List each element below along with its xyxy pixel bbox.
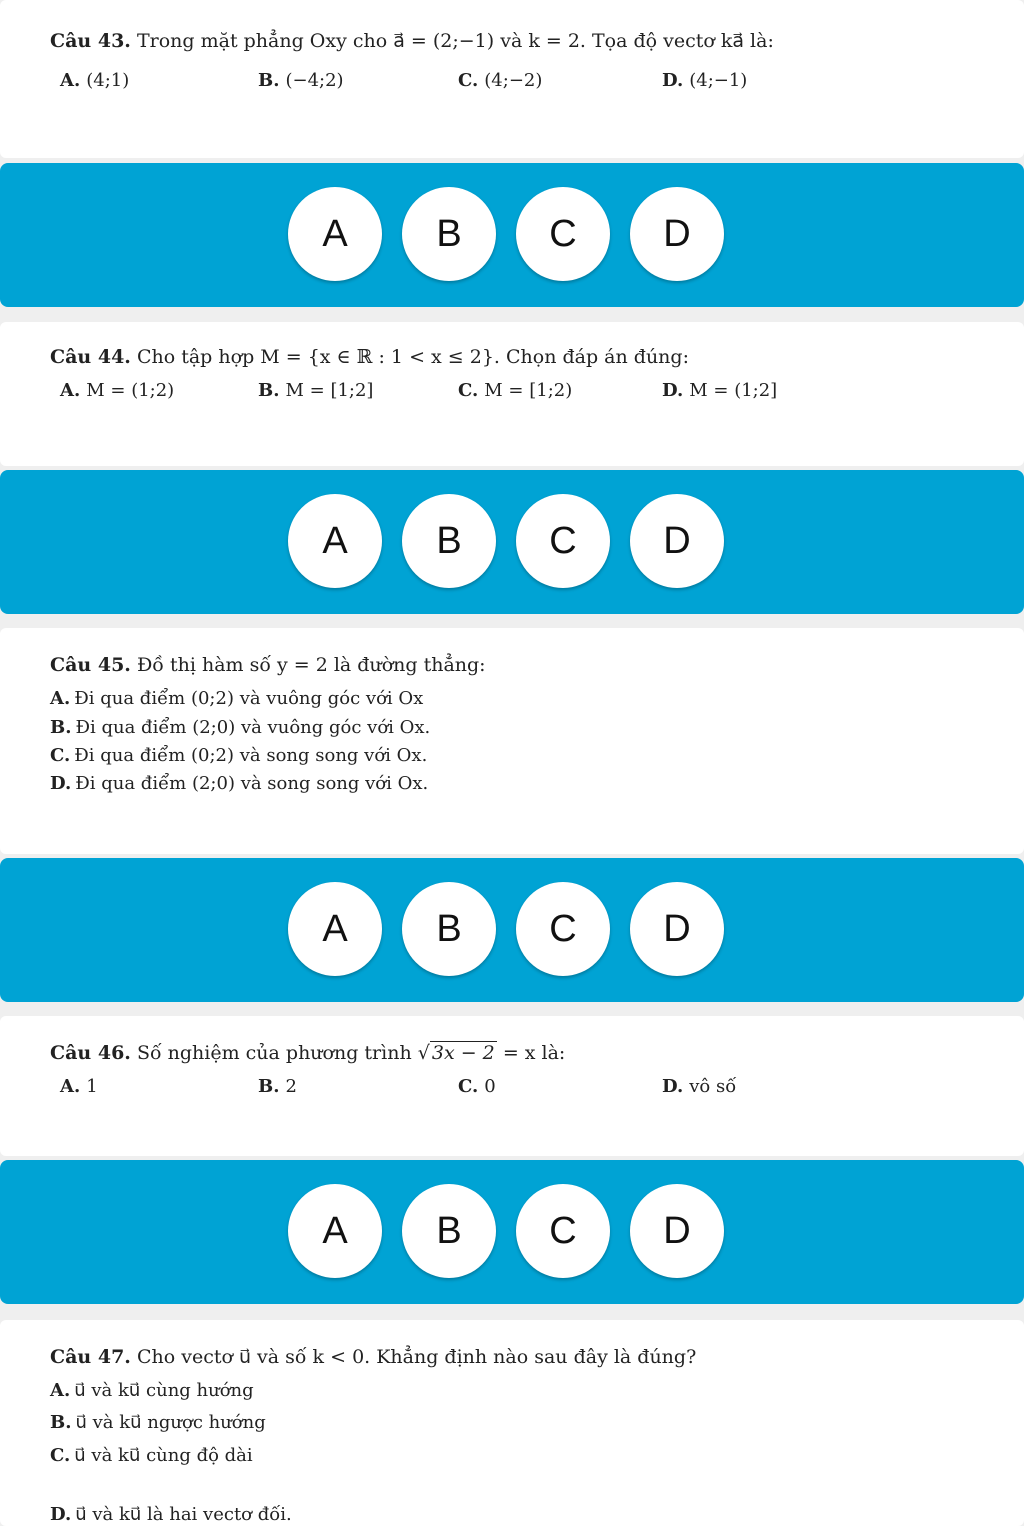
answer-button-d[interactable]: D: [630, 494, 724, 588]
answer-button-b[interactable]: B: [402, 1184, 496, 1278]
question-47-stem: [50, 1346, 696, 1368]
answer-button-c[interactable]: C: [516, 882, 610, 976]
option-d: D. u⃗ và ku⃗ là hai vectơ đối.: [50, 1504, 292, 1525]
question-number: Câu 46.: [50, 1042, 131, 1064]
option-b: B. (−4;2): [258, 70, 344, 91]
option-d: D. M = (1;2]: [662, 380, 778, 401]
question-card-45: [0, 628, 1024, 854]
question-number: Câu 47.: [50, 1346, 131, 1368]
answer-bar-43: [0, 163, 1024, 307]
option-d: D. (4;−1): [662, 70, 748, 91]
option-a: A. (4;1): [60, 70, 130, 91]
option-a: A. 1: [60, 1076, 98, 1097]
answer-button-c[interactable]: C: [516, 494, 610, 588]
question-text: Cho vectơ u⃗ và số k < 0. Khẳng định nào sau đây là đúng?: [136, 1346, 697, 1368]
question-43-stem: [50, 30, 774, 52]
question-card-44: [0, 322, 1024, 466]
answer-bar-45: [0, 858, 1024, 1002]
question-46-stem: [50, 1042, 565, 1064]
sqrt-expression: √ 3x − 2: [417, 1042, 495, 1064]
answer-button-d[interactable]: D: [630, 187, 724, 281]
question-44-stem: [50, 346, 689, 368]
question-45-stem: [50, 654, 486, 676]
answer-button-d[interactable]: D: [630, 1184, 724, 1278]
option-d: D. Đi qua điểm (2;0) và song song với Ox.: [50, 773, 429, 794]
option-b: B. Đi qua điểm (2;0) và vuông góc với Ox.: [50, 717, 431, 738]
answer-button-a[interactable]: A: [288, 882, 382, 976]
question-text-end: = x là:: [502, 1042, 566, 1064]
answer-button-c[interactable]: C: [516, 1184, 610, 1278]
answer-button-a[interactable]: A: [288, 187, 382, 281]
option-c: C. u⃗ và ku⃗ cùng độ dài: [50, 1445, 253, 1466]
option-c: C. M = [1;2): [458, 380, 573, 401]
option-c: C. Đi qua điểm (0;2) và song song với Ox.: [50, 745, 428, 766]
option-c: C. 0: [458, 1076, 496, 1097]
question-text: Trong mặt phẳng Oxy cho a⃗ = (2;−1) và k = 2. Tọa độ vectơ ka⃗ là:: [136, 30, 774, 52]
answer-button-b[interactable]: B: [402, 187, 496, 281]
option-b: B. M = [1;2]: [258, 380, 374, 401]
option-d: D. vô số: [662, 1076, 737, 1097]
option-c: C. (4;−2): [458, 70, 543, 91]
answer-button-b[interactable]: B: [402, 494, 496, 588]
question-card-43: [0, 0, 1024, 158]
option-a: A. M = (1;2): [60, 380, 175, 401]
question-number: Câu 43.: [50, 30, 131, 52]
question-number: Câu 45.: [50, 654, 131, 676]
option-b: B. 2: [258, 1076, 297, 1097]
answer-bar-46: [0, 1160, 1024, 1304]
answer-button-a[interactable]: A: [288, 1184, 382, 1278]
question-card-47: [0, 1320, 1024, 1526]
answer-button-a[interactable]: A: [288, 494, 382, 588]
question-number: Câu 44.: [50, 346, 131, 368]
question-text: Cho tập hợp M = {x ∈ ℝ : 1 < x ≤ 2}. Chọn đáp án đúng:: [136, 346, 689, 368]
question-text: Số nghiệm của phương trình: [136, 1042, 412, 1064]
answer-bar-44: [0, 470, 1024, 614]
answer-button-c[interactable]: C: [516, 187, 610, 281]
answer-button-b[interactable]: B: [402, 882, 496, 976]
option-a: A. u⃗ và ku⃗ cùng hướng: [50, 1380, 254, 1401]
answer-button-d[interactable]: D: [630, 882, 724, 976]
option-a: A. Đi qua điểm (0;2) và vuông góc với Ox: [50, 688, 424, 709]
question-card-46: [0, 1016, 1024, 1156]
question-text: Đồ thị hàm số y = 2 là đường thẳng:: [136, 654, 486, 676]
option-b: B. u⃗ và ku⃗ ngược hướng: [50, 1412, 266, 1433]
